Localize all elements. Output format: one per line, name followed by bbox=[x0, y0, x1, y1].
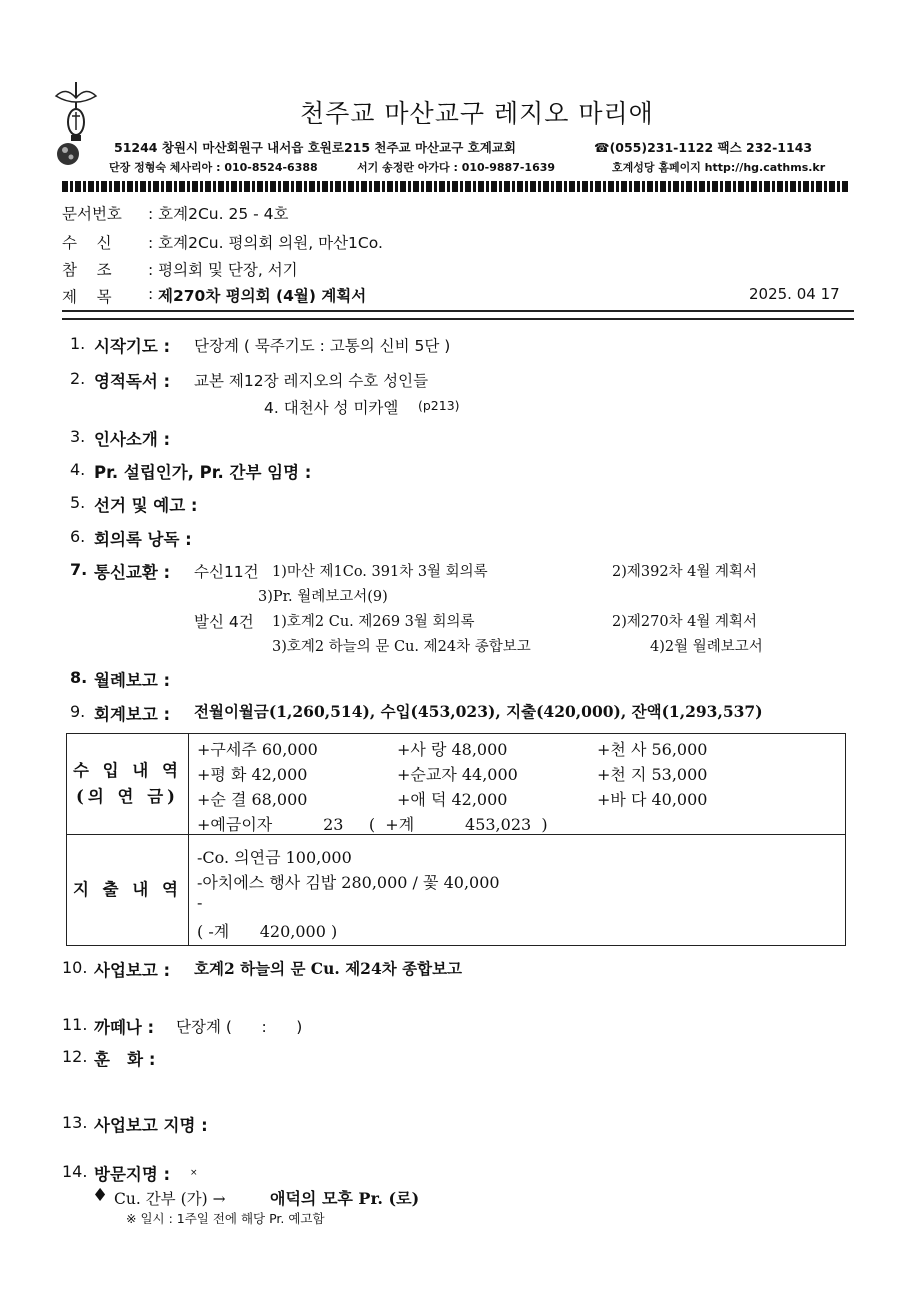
document-date: 2025. 04 17 bbox=[749, 285, 840, 303]
income-entry: +천 사 56,000 bbox=[597, 740, 708, 759]
item-title: 까떼나 : bbox=[94, 1018, 155, 1037]
doc-no: : 호계2Cu. 25 - 4호 bbox=[148, 205, 289, 223]
legion-emblem-icon bbox=[52, 80, 100, 170]
sent-item: 1)호계2 Cu. 제269 3월 회의록 bbox=[272, 614, 475, 630]
item-number: 5. bbox=[70, 493, 86, 512]
subject-label: 제 목 bbox=[62, 288, 112, 306]
item-title: 월례보고 : bbox=[94, 671, 171, 690]
expense-entry: - bbox=[197, 893, 203, 912]
item-content-sub: 4. 대천사 성 미카엘 bbox=[264, 399, 399, 417]
item-number: 3. bbox=[70, 427, 86, 446]
subject-colon: : bbox=[148, 285, 154, 303]
income-header bbox=[67, 734, 189, 835]
sent-heading: 발신 4건 bbox=[194, 613, 254, 631]
visit-note: ※ 일시 : 1주일 전에 해당 Pr. 예고함 bbox=[126, 1211, 325, 1226]
item-title: 방문지명 : bbox=[94, 1165, 171, 1184]
expense-header: 지 출 내 역 bbox=[67, 835, 189, 946]
item-title: 회의록 낭독 : bbox=[94, 530, 192, 549]
item-content: 교본 제12장 레지오의 수호 성인들 bbox=[194, 372, 429, 390]
separator-rule bbox=[62, 310, 854, 320]
item-title: 사업보고 지명 : bbox=[94, 1116, 208, 1135]
accounting-table bbox=[66, 733, 846, 946]
reference: : 평의회 및 단장, 서기 bbox=[148, 261, 298, 279]
item-title: 선거 및 예고 : bbox=[94, 496, 198, 515]
item-title: Pr. 설립인가, Pr. 간부 임명 : bbox=[94, 463, 312, 482]
income-header-subtitle: (의 연 금) bbox=[76, 787, 179, 806]
item-title: 시작기도 : bbox=[94, 337, 171, 356]
item-title: 회계보고 : bbox=[94, 705, 171, 724]
item-number: 4. bbox=[70, 460, 86, 479]
income-entry: +평 화 42,000 bbox=[197, 765, 308, 784]
organization-name: 천주교 마산교구 레지오 마리애 bbox=[300, 99, 654, 128]
item-content: 호계2 하늘의 문 Cu. 제24차 종합보고 bbox=[194, 959, 463, 978]
phone-fax: ☎(055)231-1122 팩스 232-1143 bbox=[594, 140, 813, 155]
item-content: 단장계 ( 묵주기도 : 고통의 신비 5단 ) bbox=[194, 337, 451, 355]
item-number: 6. bbox=[70, 527, 86, 546]
visit-from: Cu. 간부 (가) → bbox=[114, 1190, 226, 1208]
expense-total: ( -계 420,000 ) bbox=[197, 922, 338, 941]
address: 51244 창원시 마산회원구 내서읍 호원로215 천주교 마산교구 호계교회 bbox=[114, 140, 516, 155]
item-number: 8. bbox=[70, 668, 88, 687]
received-item: 1)마산 제1Co. 391차 3월 회의록 bbox=[272, 564, 488, 580]
income-header-title: 수 입 내 역 bbox=[73, 761, 182, 780]
expense-details bbox=[189, 835, 846, 946]
balance-summary: 전월이월금(1,260,514), 수입(453,023), 지출(420,000), 잔액(1,293,537) bbox=[194, 702, 763, 721]
decorative-bar bbox=[62, 181, 850, 192]
doc-no-label: 문서번호 bbox=[62, 205, 122, 223]
item-title: 사업보고 : bbox=[94, 961, 171, 980]
received-item: 3)Pr. 월례보고서(9) bbox=[258, 589, 388, 605]
item-number: 7. bbox=[70, 560, 88, 579]
income-entry: +순교자 44,000 bbox=[397, 765, 518, 784]
diamond-bullet-icon: ♦ bbox=[92, 1185, 109, 1206]
income-entry: +구세주 60,000 bbox=[197, 740, 318, 759]
item-number: 2. bbox=[70, 369, 86, 388]
item-title: 인사소개 : bbox=[94, 430, 171, 449]
item-number: 9. bbox=[70, 702, 86, 721]
income-interest-total: +예금이자 23 ( +계 453,023 ) bbox=[197, 815, 548, 834]
recipient: : 호계2Cu. 평의회 의원, 마산1Co. bbox=[148, 234, 383, 252]
subject: 제270차 평의회 (4월) 계획서 bbox=[158, 287, 367, 305]
sent-item: 2)제270차 4월 계획서 bbox=[612, 614, 758, 630]
item-number: 13. bbox=[62, 1113, 88, 1132]
item-title: 통신교환 : bbox=[94, 563, 171, 582]
item-title: 훈 화 : bbox=[94, 1050, 156, 1069]
item-number: 12. bbox=[62, 1047, 88, 1066]
income-details bbox=[189, 734, 846, 835]
item-title: 영적독서 : bbox=[94, 372, 171, 391]
item-number: 11. bbox=[62, 1015, 88, 1034]
leader-contact: 단장 정형숙 체사리아 : 010-8524-6388 bbox=[109, 161, 318, 174]
page-reference: (p213) bbox=[418, 398, 460, 413]
sent-item: 4)2월 월례보고서 bbox=[650, 639, 763, 655]
small-mark: × bbox=[190, 1168, 198, 1178]
income-entry: +애 덕 42,000 bbox=[397, 790, 508, 809]
recipient-label: 수 신 bbox=[62, 234, 112, 252]
income-entry: +사 랑 48,000 bbox=[397, 740, 508, 759]
item-number: 1. bbox=[70, 334, 86, 353]
item-number: 14. bbox=[62, 1162, 88, 1181]
item-number: 10. bbox=[62, 958, 88, 977]
expense-entry: -아치에스 행사 김밥 280,000 / 꽃 40,000 bbox=[197, 873, 500, 892]
reference-label: 참 조 bbox=[62, 261, 112, 279]
expense-entry: -Co. 의연금 100,000 bbox=[197, 848, 352, 867]
secretary-contact: 서기 송정란 아가다 : 010-9887-1639 bbox=[357, 161, 556, 174]
visit-to: 애덕의 모후 Pr. (로) bbox=[270, 1189, 420, 1208]
income-entry: +순 결 68,000 bbox=[197, 790, 308, 809]
homepage: 호계성당 홈페이지 http://hg.cathms.kr bbox=[612, 161, 826, 174]
sent-item: 3)호계2 하늘의 문 Cu. 제24차 종합보고 bbox=[272, 639, 531, 655]
received-item: 2)제392차 4월 계획서 bbox=[612, 564, 758, 580]
income-entry: +천 지 53,000 bbox=[597, 765, 708, 784]
income-entry: +바 다 40,000 bbox=[597, 790, 708, 809]
received-heading: 수신11건 bbox=[194, 563, 259, 581]
item-content: 단장계 ( : ) bbox=[176, 1018, 303, 1036]
